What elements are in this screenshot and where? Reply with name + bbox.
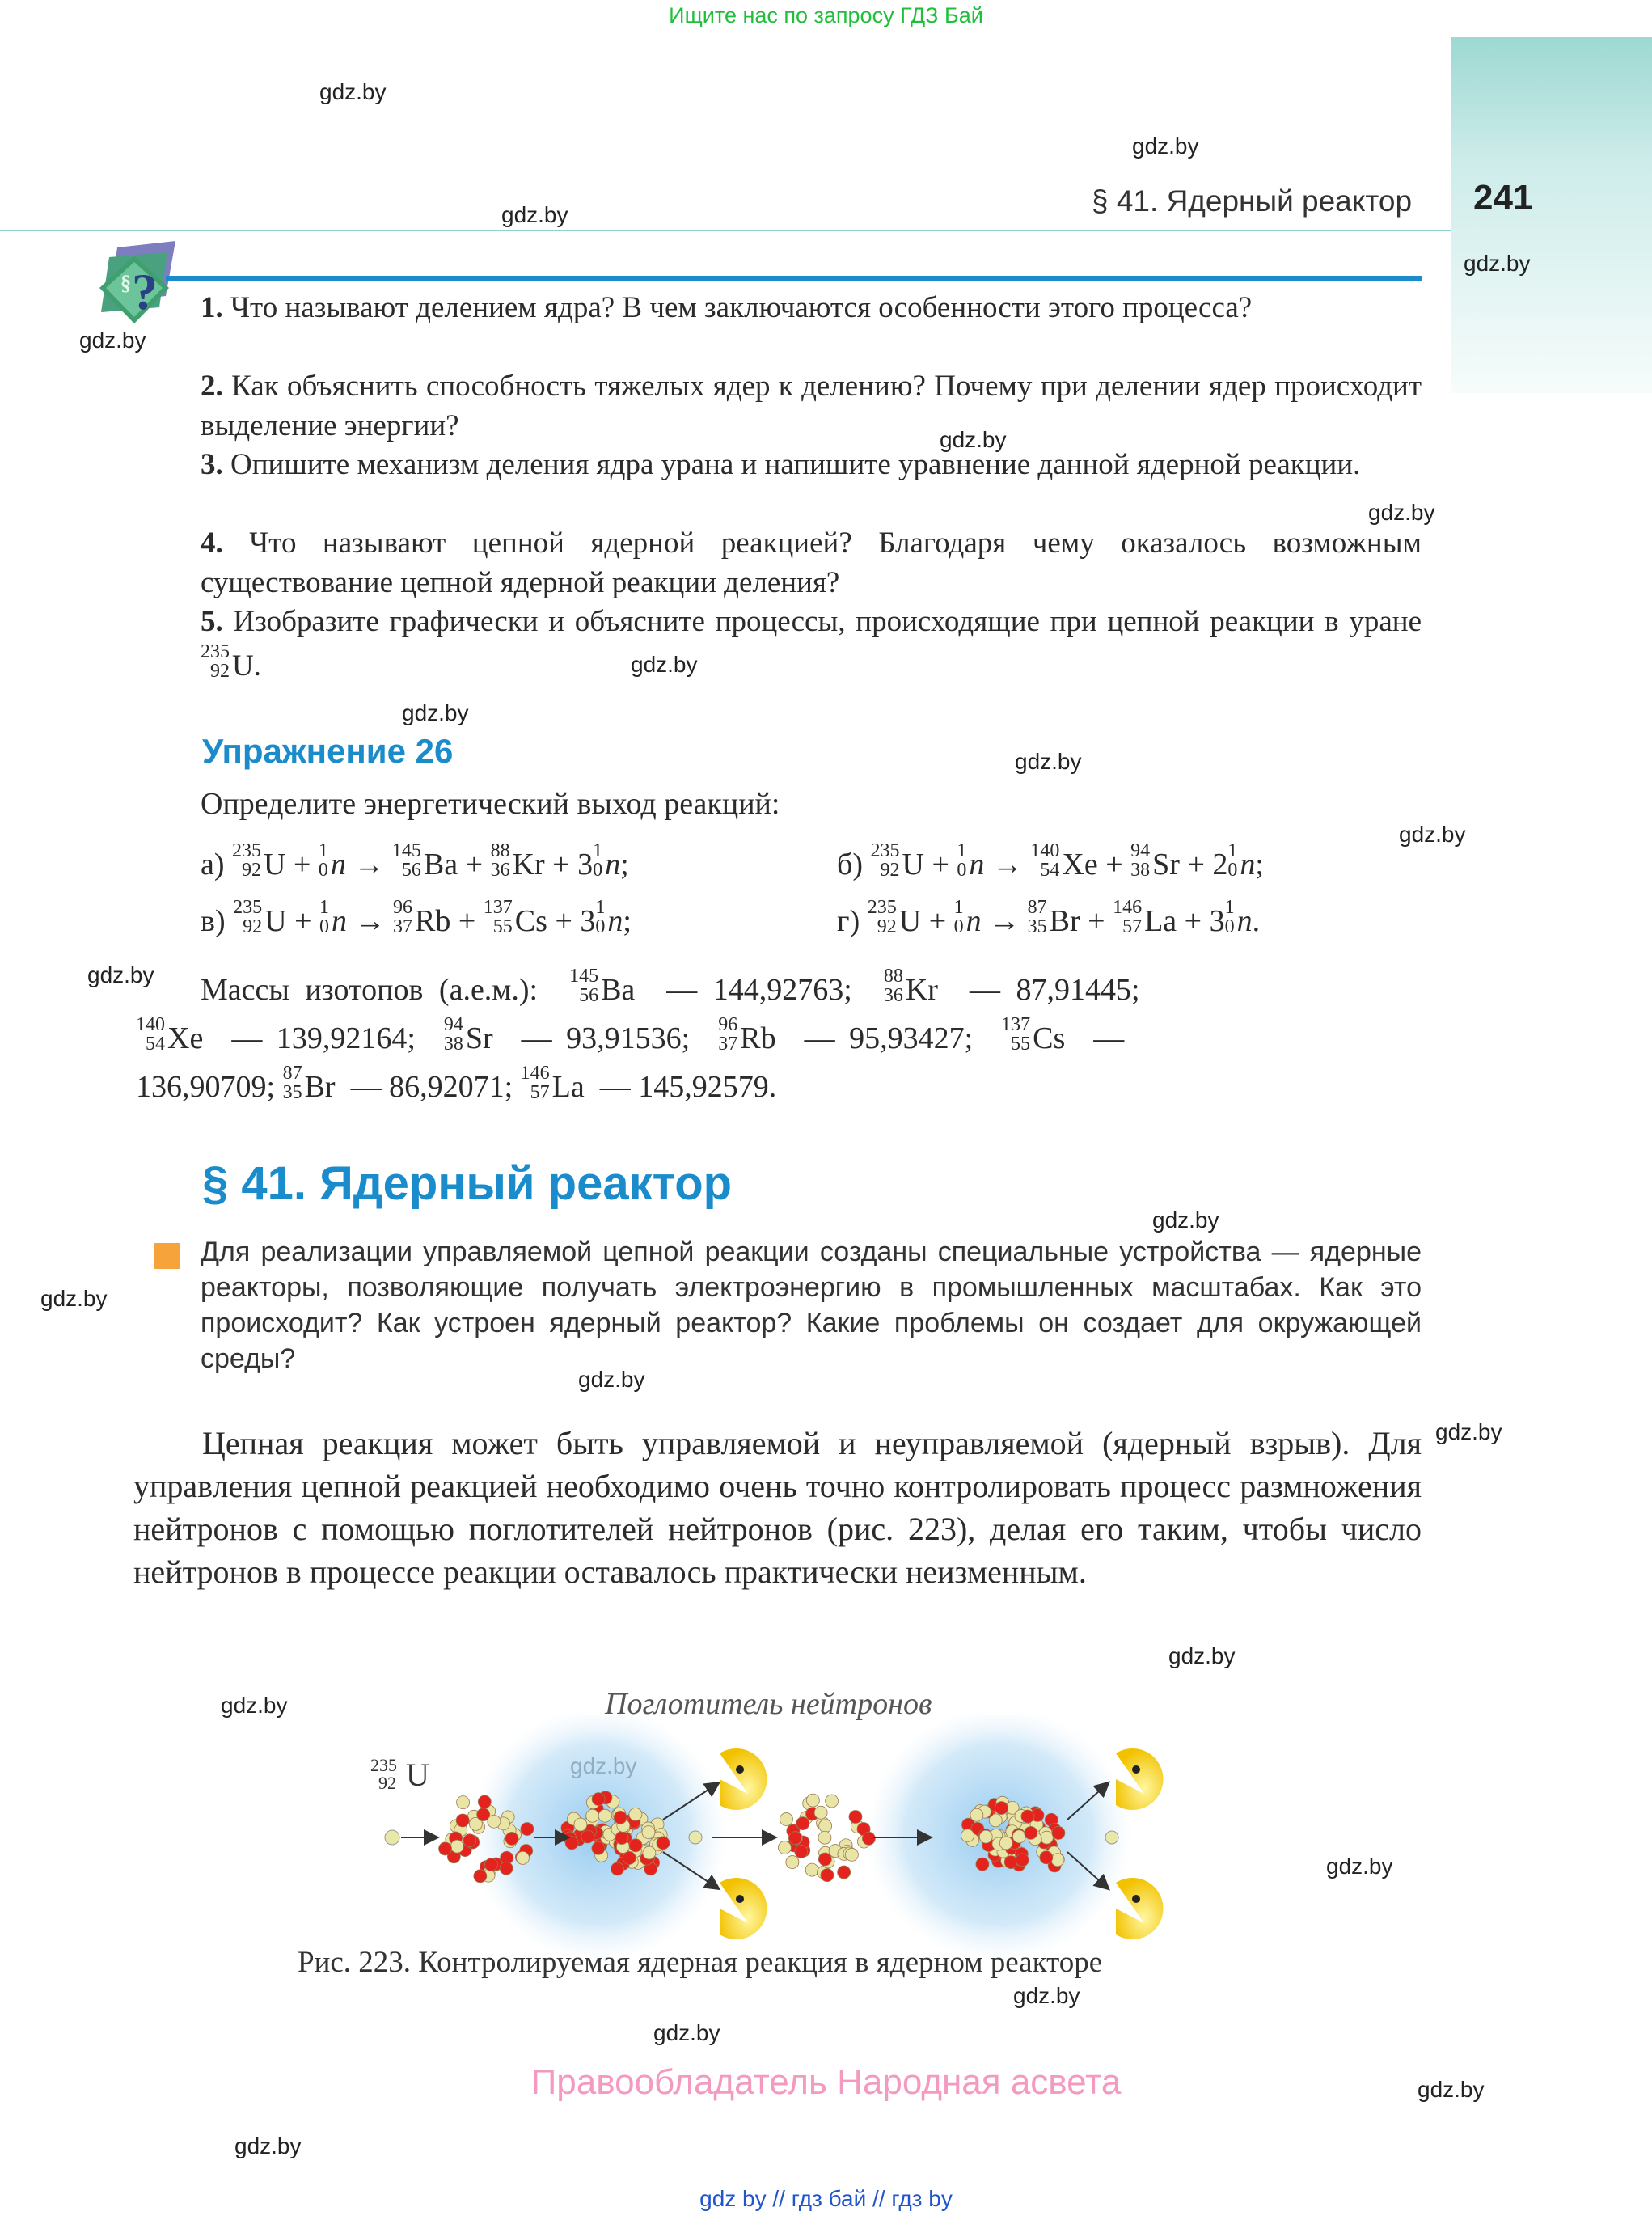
watermark: gdz.by [1132,133,1199,159]
watermark: gdz.by [1464,251,1531,276]
question-4: 4. Что называют цепной ядерной реакцией? Благодаря чему оказалось возможным существование цепной ядерной реакции деления? [201,526,1422,599]
question-3: 3. Опишите механизм деления ядра урана и напишите уравнение данной ядерной реакции. [201,448,1361,481]
watermark: gdz.by [1015,749,1082,774]
neutron-absorber [1116,1878,1163,1939]
masses-line-2: 140 54 Xe — 139,92164; 94 38 Sr — 93,91536; 96 37 Rb — 95,93427; 137 55 Cs — [136,1014,1125,1055]
watermark: gdz.by [1013,1983,1080,2008]
watermark: gdz.by [1168,1643,1236,1668]
page-number: 241 [1473,178,1533,218]
exercise-heading: Упражнение 26 [202,732,454,770]
watermark: gdz.by [79,328,146,353]
exercise-task: Определите энергетический выход реакций: [201,787,780,821]
running-head: § 41. Ядерный реактор [1092,184,1413,218]
question-icon [85,239,184,336]
neutron [689,1831,702,1844]
reaction-g: г) 235 92 U + 1 0 n → 87 35 Br + 146 57 La + 3 1 0 n. [837,897,1261,938]
watermark: gdz.by [221,1693,288,1718]
svg-text:U: U [406,1757,429,1793]
watermark: gdz.by [234,2133,302,2158]
top-banner[interactable]: Ищите нас по запросу ГДЗ Бай [669,3,983,27]
watermark: gdz.by [87,962,154,987]
nuclide-u235: 235 92 U [201,641,254,683]
masses-line-1: Массы изотопов (а.е.м.): 145 56 Ba — 144,92763; 88 36 Kr — 87,91445; [201,966,1140,1007]
watermark: gdz.by [940,427,1007,452]
neutron-absorber [720,1878,767,1939]
bottom-links[interactable]: gdz by // гдз бай // гдз by [699,2186,953,2211]
figure-223-illustration [356,1715,1213,1965]
reaction-a: а) 235 92 U + 1 0 n → 145 56 Ba + 88 36 Kr + 3 1 0 n; [201,840,629,882]
copyright: Правообладатель Народная асвета [530,2062,1122,2102]
reaction-v: в) 235 92 U + 1 0 n → 96 37 Rb + 137 55 Cs + 3 1 0 n; [201,897,632,938]
svg-text:§: § [120,271,131,294]
svg-text:92: 92 [378,1773,396,1793]
svg-text:?: ? [132,263,158,320]
masses-line-3: 136,90709; 87 35 Br — 86,92071; 146 57 La — 145,92579. [136,1063,777,1104]
watermark: gdz.by [1399,822,1466,847]
neutron-absorber [720,1748,767,1810]
section-title: § 41. Ядерный реактор [202,1157,733,1210]
questions-rule [166,276,1422,281]
watermark: gdz.by [631,652,698,677]
question-5: 5. Изобразите графически и объясните процессы, происходящие при цепной реакции в уране 235 92 U. [201,603,1422,686]
figure-caption: Рис. 223. Контролируемая ядерная реакция в ядерном реакторе [298,1946,1103,1979]
neutron-absorber [1116,1748,1163,1810]
section-intro: Для реализации управляемой цепной реакции созданы специальные устройства — ядерные реакторы, позволяющие получать электроэнергию в промышленных масштабах. Как это происходит? Как устроен ядерный реактор? Какие проблемы он создает для окружающей среды? [201,1237,1422,1374]
watermark: gdz.by [1418,2077,1485,2102]
watermark: gdz.by [1435,1419,1502,1444]
watermark: gdz.by [653,2020,720,2045]
question-1: 1. Что называют делением ядра? В чем заключаются особенности этого процесса? [201,291,1253,324]
nucleus-cluster [778,1794,875,1882]
neutron [1105,1831,1118,1844]
question-2: 2. Как объяснить способность тяжелых ядер к делению? Почему при делении ядер происходит выделение энергии? [201,370,1422,442]
watermark: gdz.by [1326,1854,1393,1879]
header-divider [0,230,1451,231]
watermark: gdz.by [402,700,469,725]
intro-marker [154,1243,180,1269]
svg-text:235: 235 [370,1755,397,1775]
watermark: gdz.by [40,1286,108,1311]
body-paragraph: Цепная реакция может быть управляемой и неуправляемой (ядерный взрыв). Для управления цепной реакцией необходимо очень точно контролировать процесс размножения нейтронов с помощью поглотителей нейтронов (рис. 223), делая его таким, чтобы число нейтронов в процессе реакции оставалось практически неизменным. [133,1425,1422,1590]
watermark: gdz.by [1368,500,1435,525]
watermark: gdz.by [1152,1207,1219,1233]
watermark: gdz.by [319,79,387,104]
watermark: gdz.by [501,202,568,227]
neutron [385,1830,399,1845]
figure-title: Поглотитель нейтронов [605,1687,932,1721]
watermark: gdz.by [578,1367,645,1392]
reaction-b: б) 235 92 U + 1 0 n → 140 54 Xe + 94 38 Sr + 2 1 0 n; [837,840,1264,882]
